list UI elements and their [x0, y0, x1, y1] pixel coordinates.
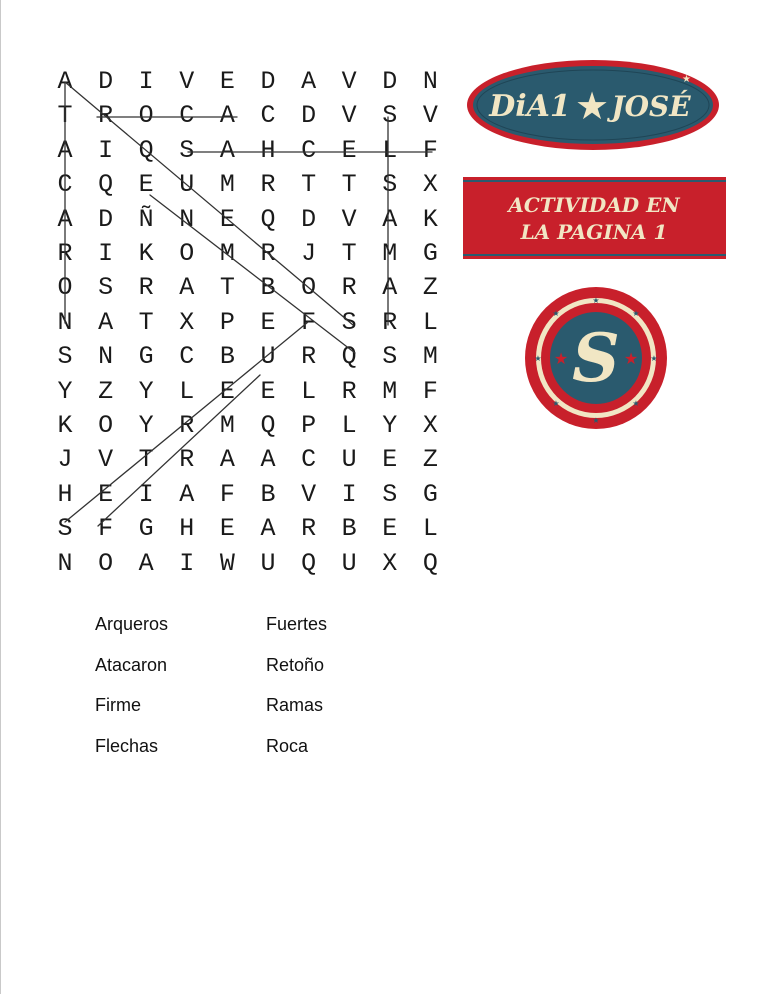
grid-letter: G: [422, 239, 438, 268]
grid-letter: I: [341, 479, 357, 509]
grid-letter: Q: [138, 135, 154, 165]
grid-letter: M: [382, 376, 398, 406]
grid-letter: B: [341, 514, 357, 544]
grid-letter: V: [341, 67, 357, 96]
grid-letter: T: [57, 101, 73, 131]
grid-letter: D: [382, 67, 398, 96]
grid-letter: C: [57, 170, 73, 200]
word-list-column-2: [266, 612, 327, 774]
grid-letter: A: [301, 67, 317, 96]
grid-letter: U: [260, 342, 276, 372]
grid-letter: D: [301, 101, 317, 131]
grid-letter: U: [341, 445, 357, 475]
svg-text:★: ★: [552, 309, 560, 318]
grid-letter: R: [301, 342, 317, 372]
star-icon: ★: [623, 349, 639, 368]
grid-letter: R: [382, 307, 398, 337]
grid-letter: E: [98, 479, 114, 509]
grid-letter: A: [57, 67, 73, 96]
grid-letter: R: [179, 445, 195, 475]
grid-letter: N: [179, 204, 195, 234]
grid-letter: I: [138, 479, 154, 509]
grid-letter: B: [219, 342, 235, 372]
grid-letter: O: [98, 548, 114, 578]
badge-letter: S: [572, 319, 620, 397]
word-item: Flechas: [95, 735, 159, 756]
grid-letter: I: [98, 135, 114, 165]
svg-text:★: ★: [632, 399, 640, 408]
grid-letter: T: [301, 170, 317, 200]
grid-letter: Z: [422, 273, 438, 303]
word-item: Roca: [266, 735, 309, 756]
grid-letter: D: [98, 204, 114, 234]
grid-letter: A: [57, 204, 73, 234]
grid-letter: A: [260, 514, 276, 544]
svg-text:★: ★: [592, 416, 600, 425]
grid-letter: M: [219, 239, 235, 268]
grid-letter: S: [179, 135, 195, 165]
svg-text:★: ★: [534, 354, 542, 363]
grid-letter: R: [341, 376, 357, 406]
grid-letter: G: [422, 479, 438, 509]
grid-letter: V: [301, 479, 317, 509]
grid-letter: R: [260, 170, 276, 200]
s-badge-emblem: [524, 286, 668, 430]
grid-letter: E: [260, 376, 276, 406]
grid-letter: Y: [57, 376, 73, 406]
grid-letter: V: [341, 204, 357, 234]
svg-text:★: ★: [552, 399, 560, 408]
svg-text:★: ★: [592, 296, 600, 305]
grid-letter: E: [219, 67, 235, 96]
grid-letter: X: [179, 307, 195, 337]
grid-letter: S: [341, 307, 357, 337]
grid-letter: G: [138, 514, 154, 544]
grid-letter: Q: [422, 548, 438, 578]
grid-letter: Y: [138, 376, 154, 406]
grid-letter: Ñ: [138, 204, 154, 234]
grid-letter: C: [179, 342, 195, 372]
word-item: Arqueros: [95, 614, 169, 634]
grid-letter: R: [341, 273, 357, 303]
grid-letter: O: [57, 273, 73, 303]
grid-letter: N: [57, 307, 73, 337]
grid-letter: P: [301, 411, 317, 440]
grid-letter: E: [382, 445, 398, 475]
word-list-column-1: [95, 612, 168, 774]
grid-letter: E: [341, 135, 357, 165]
grid-letter: K: [57, 411, 73, 440]
grid-letter: L: [382, 135, 398, 165]
star-icon: ★: [574, 84, 610, 128]
grid-letter: I: [179, 548, 195, 578]
grid-letter: M: [219, 411, 235, 440]
word-item: Firme: [95, 695, 141, 715]
grid-letter: F: [219, 479, 235, 509]
grid-letter: Q: [260, 204, 276, 234]
grid-letter: A: [219, 135, 235, 165]
grid-letter: E: [260, 307, 276, 337]
grid-letter: T: [138, 307, 154, 337]
grid-letter: R: [98, 101, 114, 131]
grid-letter: B: [260, 479, 276, 509]
grid-letter: L: [422, 307, 438, 337]
grid-letter: A: [382, 273, 398, 303]
grid-letter: J: [57, 445, 73, 475]
grid-letter: L: [422, 514, 438, 544]
grid-letter: R: [57, 239, 73, 268]
grid-letter: X: [422, 170, 438, 200]
dia-jose-logo: [462, 56, 724, 154]
grid-letter: R: [179, 411, 195, 440]
grid-letter: L: [341, 411, 357, 440]
grid-letter: C: [179, 101, 195, 131]
grid-letter: Q: [260, 411, 276, 440]
grid-letter: B: [260, 273, 276, 303]
word-item: Retoño: [266, 654, 325, 675]
grid-letter: S: [382, 479, 398, 509]
grid-letter: E: [219, 514, 235, 544]
grid-letter: T: [219, 273, 235, 303]
grid-letter: E: [382, 514, 398, 544]
grid-letter: A: [382, 204, 398, 234]
svg-text:★: ★: [682, 74, 691, 85]
banner-line-1: ACTIVIDAD EN: [508, 193, 680, 217]
word-item: Fuertes: [266, 614, 328, 634]
grid-letter: D: [301, 204, 317, 234]
grid-letter: N: [422, 67, 438, 96]
grid-letter: X: [422, 411, 438, 440]
grid-letter: A: [57, 135, 73, 165]
grid-letter: V: [98, 445, 114, 475]
grid-letter: P: [219, 307, 235, 337]
grid-letter: F: [301, 307, 317, 337]
grid-letter: U: [179, 170, 195, 200]
grid-letter: Y: [138, 411, 154, 440]
grid-letter: E: [138, 170, 154, 200]
svg-text:★: ★: [650, 354, 658, 363]
word-search-grid: [49, 66, 449, 576]
grid-letter: L: [179, 376, 195, 406]
grid-letter: R: [301, 514, 317, 544]
grid-letter: A: [260, 445, 276, 475]
word-item: Atacaron: [95, 654, 168, 675]
star-icon: ★: [553, 349, 569, 368]
grid-letter: N: [57, 548, 73, 578]
grid-letter: V: [422, 101, 438, 131]
grid-letter: E: [219, 376, 235, 406]
grid-letter: R: [260, 239, 276, 268]
grid-letter: S: [57, 514, 73, 544]
grid-letter: N: [98, 342, 114, 372]
grid-letter: T: [341, 170, 357, 200]
grid-letter: E: [219, 204, 235, 234]
grid-letter: V: [179, 67, 195, 96]
grid-letter: A: [179, 479, 195, 509]
grid-letter: A: [219, 445, 235, 475]
grid-letter: U: [341, 548, 357, 578]
grid-letter: C: [260, 101, 276, 131]
grid-letter: I: [138, 67, 154, 96]
grid-letter: C: [301, 135, 317, 165]
grid-letter: H: [179, 514, 195, 544]
grid-letter: A: [179, 273, 195, 303]
grid-letter: S: [382, 101, 398, 131]
word-item: Ramas: [266, 695, 324, 715]
grid-letter: H: [260, 135, 276, 165]
grid-letter: C: [301, 445, 317, 475]
grid-letter: O: [301, 273, 317, 303]
grid-letter: S: [98, 273, 114, 303]
grid-letter: W: [219, 548, 235, 578]
grid-letter: M: [219, 170, 235, 200]
grid-letter: T: [341, 239, 357, 268]
grid-letter: Z: [422, 445, 438, 475]
grid-letter: S: [382, 170, 398, 200]
activity-banner: [463, 177, 726, 259]
grid-letter: Q: [98, 170, 114, 200]
grid-letter: K: [138, 239, 154, 268]
grid-letter: S: [57, 342, 73, 372]
grid-letter: A: [138, 548, 154, 578]
grid-letter: F: [422, 376, 438, 406]
grid-letter: J: [301, 239, 317, 268]
grid-letter: H: [57, 479, 73, 509]
grid-letter: U: [260, 548, 276, 578]
svg-text:★: ★: [632, 309, 640, 318]
grid-letter: V: [341, 101, 357, 131]
grid-letter: X: [382, 548, 398, 578]
grid-letter: S: [382, 342, 398, 372]
grid-letter: K: [422, 204, 438, 234]
grid-letter: L: [301, 376, 317, 406]
grid-letter: Y: [382, 411, 398, 440]
grid-letter: G: [138, 342, 154, 372]
grid-letter: I: [98, 239, 114, 268]
logo-text-dia: DiA1: [489, 89, 571, 124]
grid-letter: O: [179, 239, 195, 268]
grid-letter: M: [422, 342, 438, 372]
banner-line-2: LA PAGINA 1: [520, 220, 668, 244]
grid-letter: O: [98, 411, 114, 440]
grid-letter: A: [98, 307, 114, 337]
grid-letter: D: [260, 67, 276, 96]
grid-letter: Q: [341, 342, 357, 372]
grid-letter: T: [138, 445, 154, 475]
grid-letter: Q: [301, 548, 317, 578]
grid-letter: F: [98, 514, 114, 544]
grid-letter: M: [382, 239, 398, 268]
logo-text-jose: JOSÉ: [611, 90, 691, 123]
grid-letter: R: [138, 273, 154, 303]
grid-letter: A: [219, 101, 235, 131]
grid-letter: D: [98, 67, 114, 96]
grid-letter: Z: [98, 376, 114, 406]
grid-letter: O: [138, 101, 154, 131]
page-border: [0, 0, 1, 994]
grid-letter: F: [422, 135, 438, 165]
